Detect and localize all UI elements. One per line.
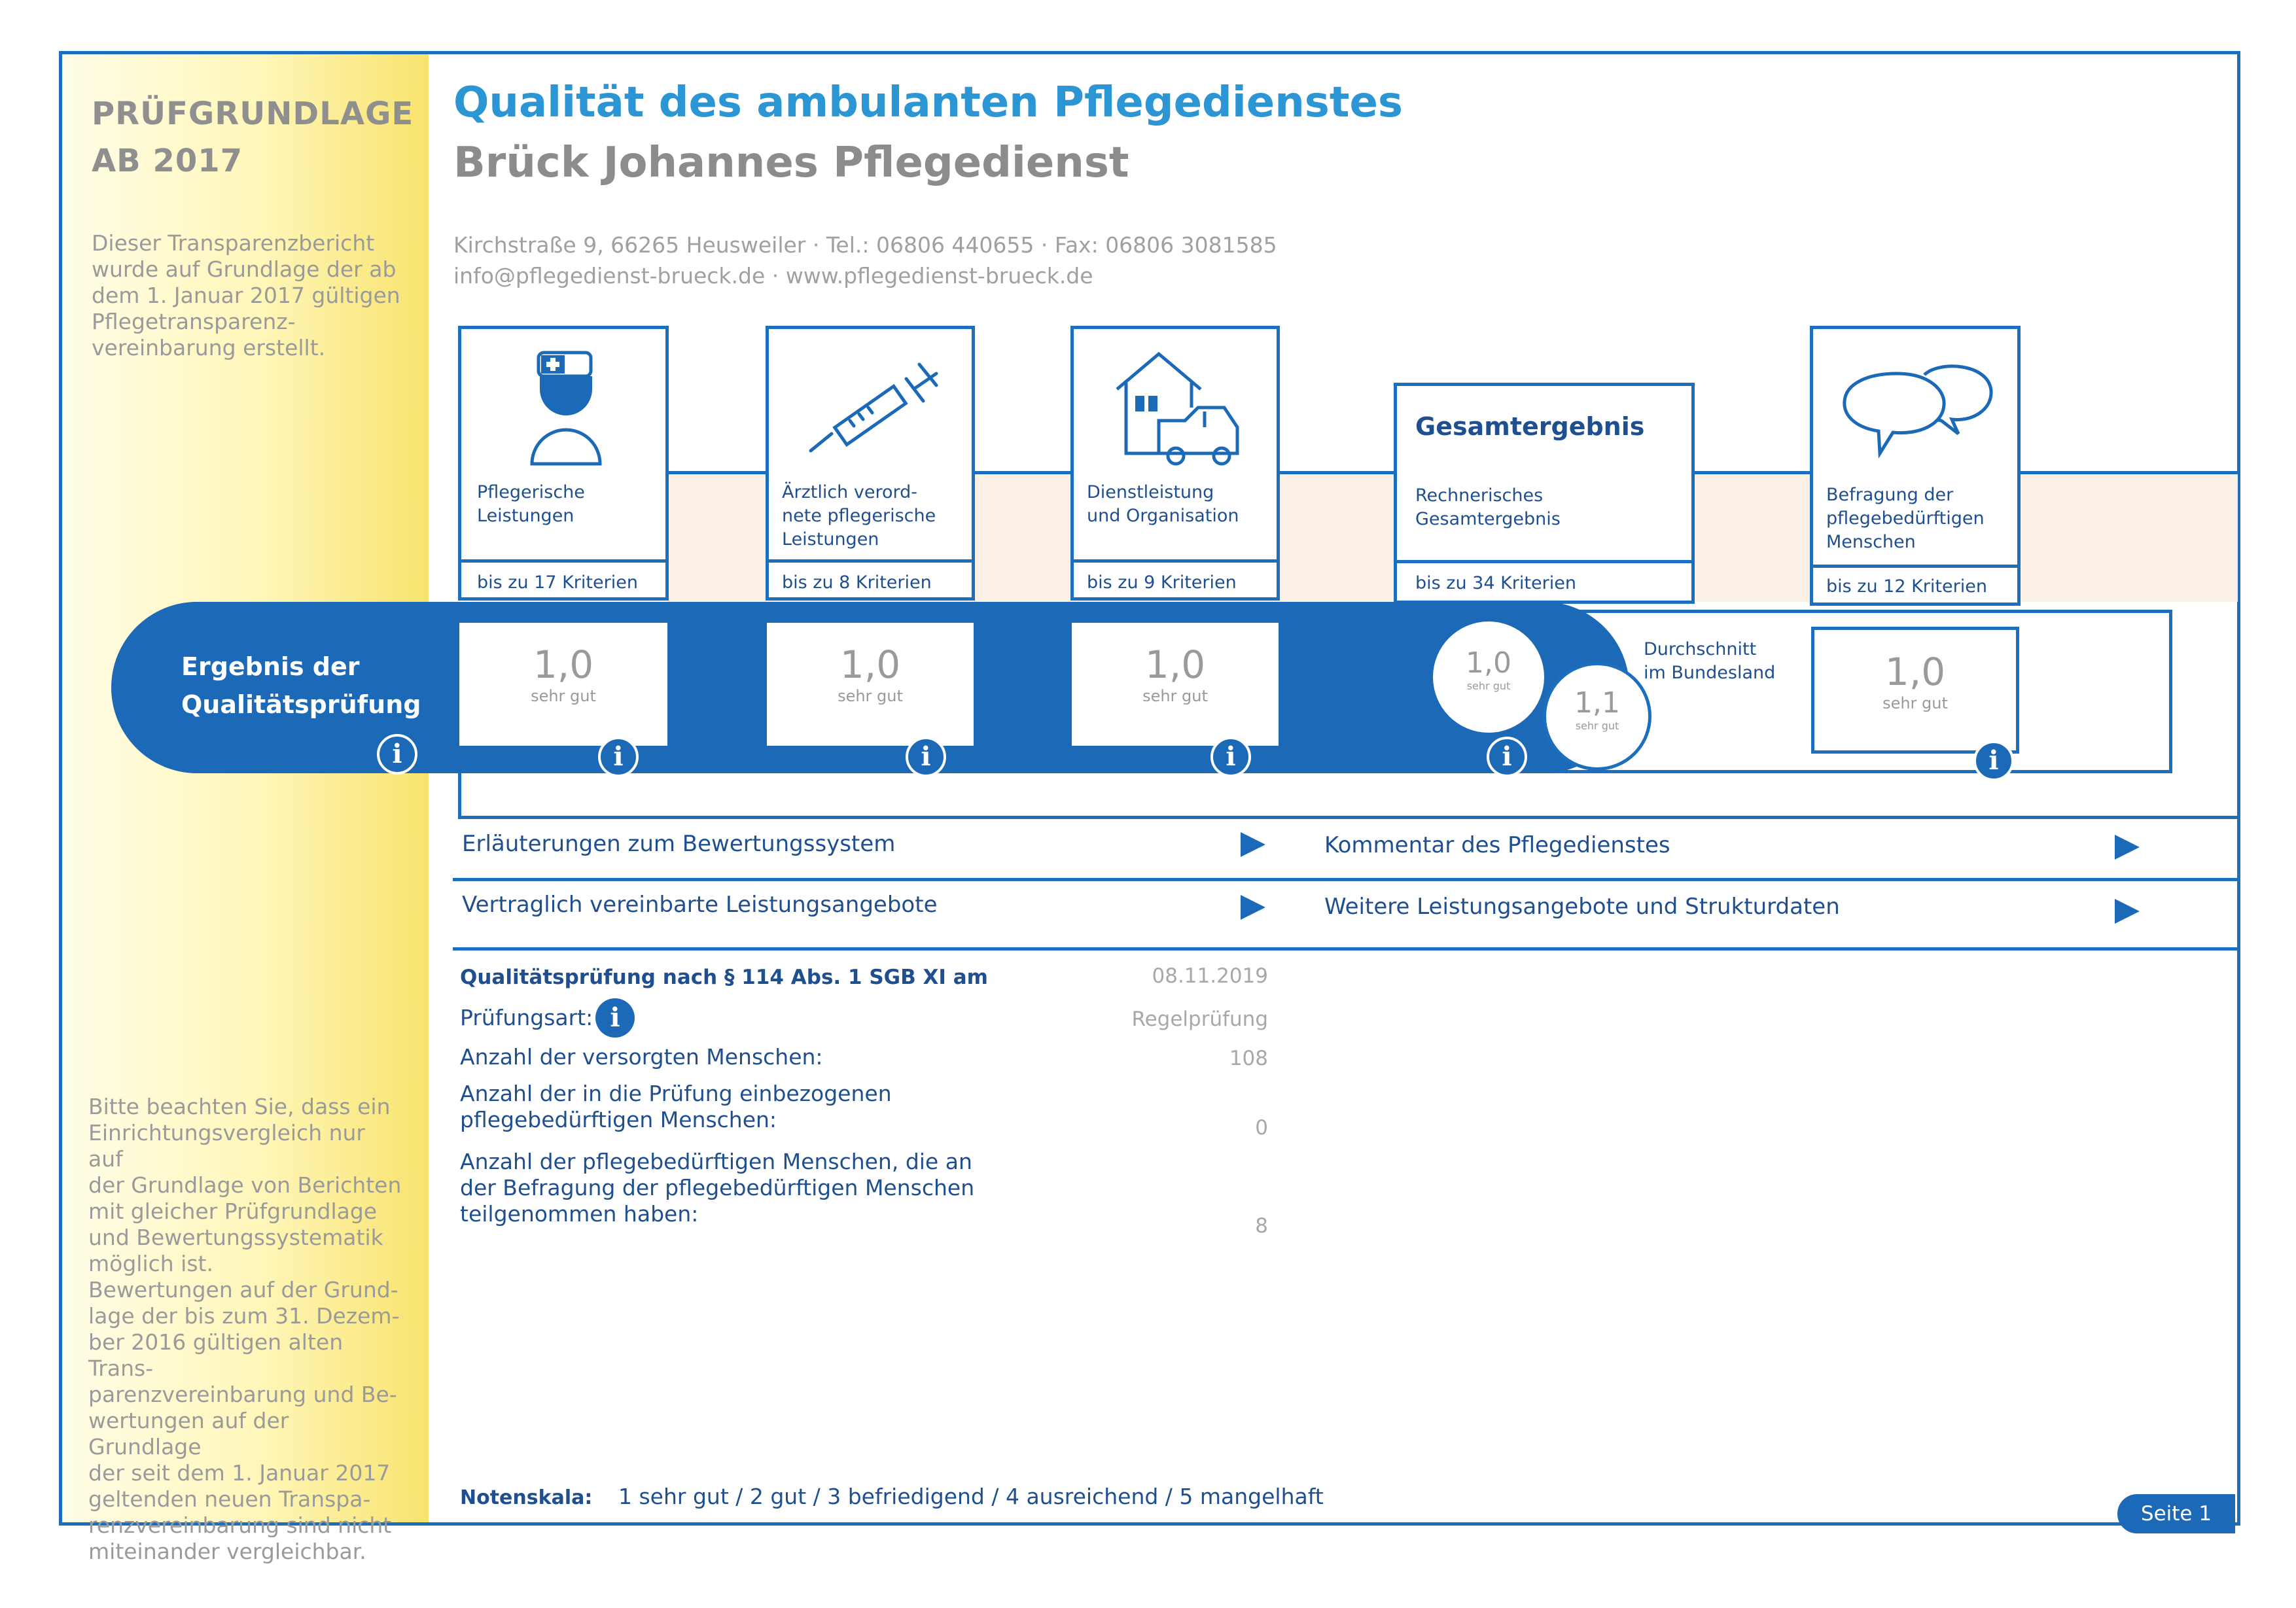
category-label: Rechnerisches Gesamtergebnis	[1415, 485, 1561, 529]
served-label: Anzahl der versorgten Menschen:	[460, 1044, 823, 1070]
score-box	[767, 623, 974, 746]
category-card-gesamtergebnis[interactable]	[1394, 383, 1695, 604]
inspection-date: 08.11.2019	[1152, 964, 1268, 988]
score-grade: sehr gut	[1142, 687, 1208, 705]
category-label: Dienstleistung und Organisation	[1087, 482, 1239, 526]
criteria-count: bis zu 17 Kriterien	[477, 572, 638, 593]
score-grade: sehr gut	[838, 687, 903, 705]
category-card-dienstleistung[interactable]	[1070, 326, 1280, 601]
nurse-icon	[527, 349, 605, 466]
band-label: Ergebnis der Qualitätsprüfung	[181, 652, 421, 719]
link-divider	[453, 878, 2238, 881]
average-label: Durchschnitt im Bundesland	[1644, 639, 1776, 683]
card-divider	[1397, 560, 1691, 563]
link-strukturdaten[interactable]: Weitere Leistungsangebote und Strukturdaten	[1324, 894, 1840, 920]
score-value: 1,0	[533, 642, 594, 687]
link-divider-bottom	[453, 947, 2238, 951]
grade-scale-label: Notenskala:	[460, 1486, 593, 1509]
total-score-circle	[1433, 621, 1544, 733]
info-icon[interactable]: i	[377, 734, 417, 775]
provider-name: Brück Johannes Pflegedienst	[453, 139, 1129, 187]
average-score-grade: sehr gut	[1575, 720, 1619, 732]
arrow-right-icon[interactable]	[2115, 835, 2140, 860]
score-box	[1811, 627, 2019, 754]
score-box	[459, 623, 667, 746]
score-value: 1,0	[1884, 650, 1946, 694]
speech-bubbles-icon	[1841, 362, 1998, 460]
arrow-right-icon[interactable]	[1241, 832, 1265, 857]
gesamtergebnis-title: Gesamtergebnis	[1415, 412, 1645, 441]
page-title: Qualität des ambulanten Pflegedienstes	[453, 79, 1403, 127]
info-icon[interactable]: i	[1487, 737, 1527, 777]
category-card-aerztlich-verordnet[interactable]	[766, 326, 975, 601]
provider-contact: info@pflegedienst-brueck.de · www.pflegedienst-brueck.de	[453, 263, 1093, 288]
inspection-type-value: Regelprüfung	[1131, 1007, 1268, 1031]
band-left-edge	[458, 773, 461, 819]
category-card-pflegerische-leistungen[interactable]	[458, 326, 669, 601]
category-card-befragung[interactable]	[1810, 326, 2021, 606]
score-value: 1,0	[1144, 642, 1206, 687]
arrow-right-icon[interactable]	[2115, 899, 2140, 924]
info-icon[interactable]: i	[598, 737, 639, 777]
inspection-type-label: Prüfungsart:	[460, 1005, 593, 1030]
sidebar-heading: PRÜFGRUNDLAGE AB 2017	[92, 96, 414, 179]
sidebar-intro: Dieser Transparenzbericht wurde auf Grundlage der ab dem 1. Januar 2017 gültigen Pflegetransparenz- vereinbarung erstellt.	[92, 230, 400, 360]
link-erlaeuterungen[interactable]: Erläuterungen zum Bewertungssystem	[462, 831, 896, 857]
card-divider	[769, 559, 972, 563]
card-divider	[1813, 565, 2017, 568]
grade-scale: 1 sehr gut / 2 gut / 3 befriedigend / 4 ausreichend / 5 mangelhaft	[618, 1484, 1324, 1509]
card-divider	[1074, 559, 1277, 563]
criteria-count: bis zu 34 Kriterien	[1415, 573, 1576, 593]
score-value: 1,0	[1466, 646, 1511, 680]
info-icon[interactable]: i	[1973, 741, 2014, 781]
house-car-icon	[1113, 349, 1244, 466]
link-divider-top	[458, 816, 2238, 819]
category-label: Pflegerische Leistungen	[477, 482, 585, 526]
included-value: 0	[1255, 1116, 1268, 1140]
score-grade: sehr gut	[1466, 680, 1511, 692]
score-value: 1,0	[839, 642, 901, 687]
info-icon[interactable]: i	[906, 737, 946, 777]
criteria-count: bis zu 12 Kriterien	[1826, 576, 1987, 597]
link-leistungsangebote[interactable]: Vertraglich vereinbarte Leistungsangebote	[462, 892, 938, 918]
category-label: Ärztlich verord- nete pflegerische Leistungen	[782, 482, 936, 550]
average-score-circle	[1543, 662, 1651, 771]
included-label: Anzahl der in die Prüfung einbezogenen pflegebedürftigen Menschen:	[460, 1081, 892, 1132]
info-icon[interactable]: i	[595, 998, 635, 1038]
card-divider	[461, 559, 665, 563]
category-label: Befragung der pflegebedürftigen Menschen	[1826, 485, 1985, 552]
link-kommentar[interactable]: Kommentar des Pflegedienstes	[1324, 832, 1670, 858]
info-icon[interactable]: i	[1210, 737, 1251, 777]
criteria-count: bis zu 9 Kriterien	[1087, 572, 1237, 593]
provider-address: Kirchstraße 9, 66265 Heusweiler · Tel.: 06806 440655 · Fax: 06806 3081585	[453, 232, 1277, 258]
inspection-heading: Qualitätsprüfung nach § 114 Abs. 1 SGB XI am	[460, 966, 988, 989]
sidebar-note: Bitte beachten Sie, dass ein Einrichtungsvergleich nur auf der Grundlage von Berichten mit gleicher Prüfgrundlage und Bewertungssystematik möglich ist. Bewertungen auf der Grund- lage der bis zum 31. Dezem- ber 2016 gültigen alten Trans- parenzvereinbarung und Be- wertungen auf der Grundlage der seit dem 1. Januar 2017 geltenden neuen Transpa- renzvereinbarung sind nicht miteinander vergleichbar.	[88, 1094, 402, 1564]
syringe-icon	[808, 362, 939, 453]
page-number-badge: Seite 1	[2117, 1494, 2235, 1533]
served-value: 108	[1229, 1047, 1268, 1070]
average-score-value: 1,1	[1574, 686, 1620, 720]
score-grade: sehr gut	[1882, 694, 1948, 712]
score-box	[1072, 623, 1279, 746]
criteria-count: bis zu 8 Kriterien	[782, 572, 932, 593]
surveyed-value: 8	[1255, 1214, 1268, 1238]
surveyed-label: Anzahl der pflegebedürftigen Menschen, die an der Befragung der pflegebedürftigen Menschen teilgenommen haben:	[460, 1149, 975, 1227]
arrow-right-icon[interactable]	[1241, 895, 1265, 920]
score-grade: sehr gut	[531, 687, 596, 705]
